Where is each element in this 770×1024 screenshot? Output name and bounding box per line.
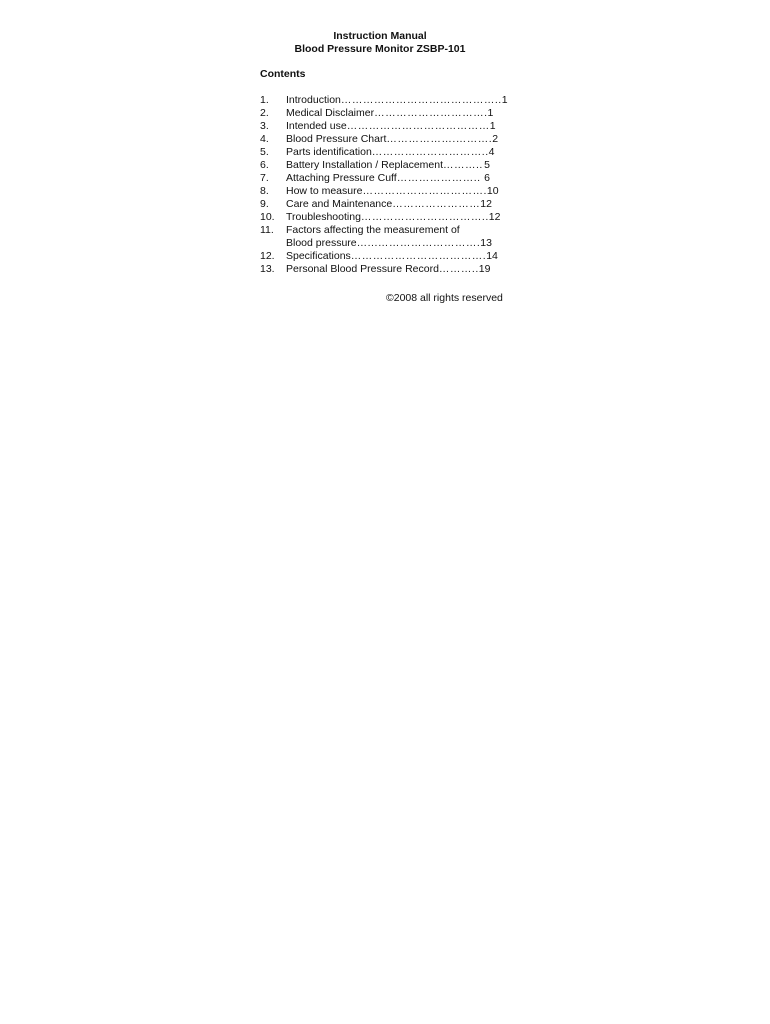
toc-title: Attaching Pressure Cuff [286, 172, 397, 184]
toc-entry [260, 185, 499, 198]
toc-leader: ……………………………. [362, 185, 487, 197]
toc-number: 5. [260, 146, 269, 158]
toc-title: Blood Pressure Chart [286, 133, 387, 145]
toc-number: 9. [260, 198, 269, 210]
toc-page-number: 4 [488, 146, 495, 158]
toc-entry-continuation [260, 237, 490, 250]
toc-entry [260, 133, 499, 146]
toc-leader: …………………………. [374, 107, 488, 119]
toc-entry [260, 94, 508, 107]
toc-page-number: 2 [492, 133, 499, 145]
toc-page-number: 12 [488, 211, 501, 223]
toc-title: Troubleshooting [286, 211, 361, 223]
toc-title: Personal Blood Pressure Record [286, 263, 439, 275]
toc-title: Battery Installation / Replacement [286, 159, 443, 171]
contents-heading: Contents [260, 68, 306, 80]
toc-leader: …...………………………. [356, 237, 481, 249]
toc-number: 11. [260, 224, 274, 236]
toc-entry [260, 250, 498, 263]
toc-number: 10. [260, 211, 275, 223]
toc-leader: ……….. [443, 159, 483, 171]
toc-entry [260, 120, 496, 133]
toc-page-number: 6 [484, 172, 490, 184]
manual-title: Instruction Manual [333, 30, 427, 42]
toc-page-number: 19 [478, 263, 491, 275]
toc-leader: ………………….. [396, 172, 481, 184]
toc-title: Medical Disclaimer [286, 107, 375, 119]
toc-entry [260, 263, 490, 276]
product-title: Blood Pressure Monitor ZSBP-101 [294, 43, 466, 55]
toc-entry [260, 198, 490, 211]
toc-entry [260, 211, 501, 224]
toc-title: Factors affecting the measurement of [286, 224, 460, 236]
toc-leader: ………………………………. [350, 250, 487, 262]
toc-number: 1. [260, 94, 269, 106]
toc-page-number: 12 [480, 198, 492, 210]
toc-entry [260, 107, 494, 120]
toc-entry [260, 159, 490, 172]
toc-page-number: 10 [486, 185, 499, 197]
toc-title: Care and Maintenance [286, 198, 393, 210]
toc-number: 3. [260, 120, 269, 132]
toc-leader [460, 224, 490, 237]
title-block [260, 30, 500, 56]
toc-title: Intended use [286, 120, 347, 132]
toc-entry [260, 224, 490, 237]
toc-number: 6. [260, 159, 269, 171]
toc-page-number: 1 [487, 107, 494, 119]
toc-number: 4. [260, 133, 269, 145]
toc-page-number: 5 [484, 159, 490, 171]
toc-page-number: 1 [501, 94, 508, 106]
toc-entry [260, 146, 495, 159]
toc-title: How to measure [286, 185, 363, 197]
toc-number: 12. [260, 250, 275, 262]
toc-page-number: 1 [489, 120, 496, 132]
toc-leader: …………………………….. [360, 211, 489, 223]
toc-number: 2. [260, 107, 269, 119]
toc-title: Introduction [286, 94, 341, 106]
table-of-contents [260, 94, 508, 276]
toc-title: Blood pressure [286, 237, 357, 249]
copyright-notice: ©2008 all rights reserved [386, 292, 503, 304]
toc-leader: ……….. [438, 263, 479, 275]
toc-number: 13. [260, 263, 275, 275]
toc-page-number: 14 [486, 250, 498, 262]
toc-title: Specifications [286, 250, 351, 262]
toc-leader: ………………………….. [371, 146, 489, 158]
toc-leader: …………………… [392, 198, 481, 210]
toc-leader: …………………………………….. [340, 94, 502, 106]
toc-number [260, 237, 286, 250]
toc-leader: ……………….………. [386, 133, 493, 145]
toc-number: 8. [260, 185, 269, 197]
toc-leader: ………………………………… [346, 120, 490, 132]
toc-page-number: 13 [480, 237, 492, 249]
toc-title: Parts identification [286, 146, 372, 158]
toc-entry [260, 172, 490, 185]
toc-number: 7. [260, 172, 269, 184]
